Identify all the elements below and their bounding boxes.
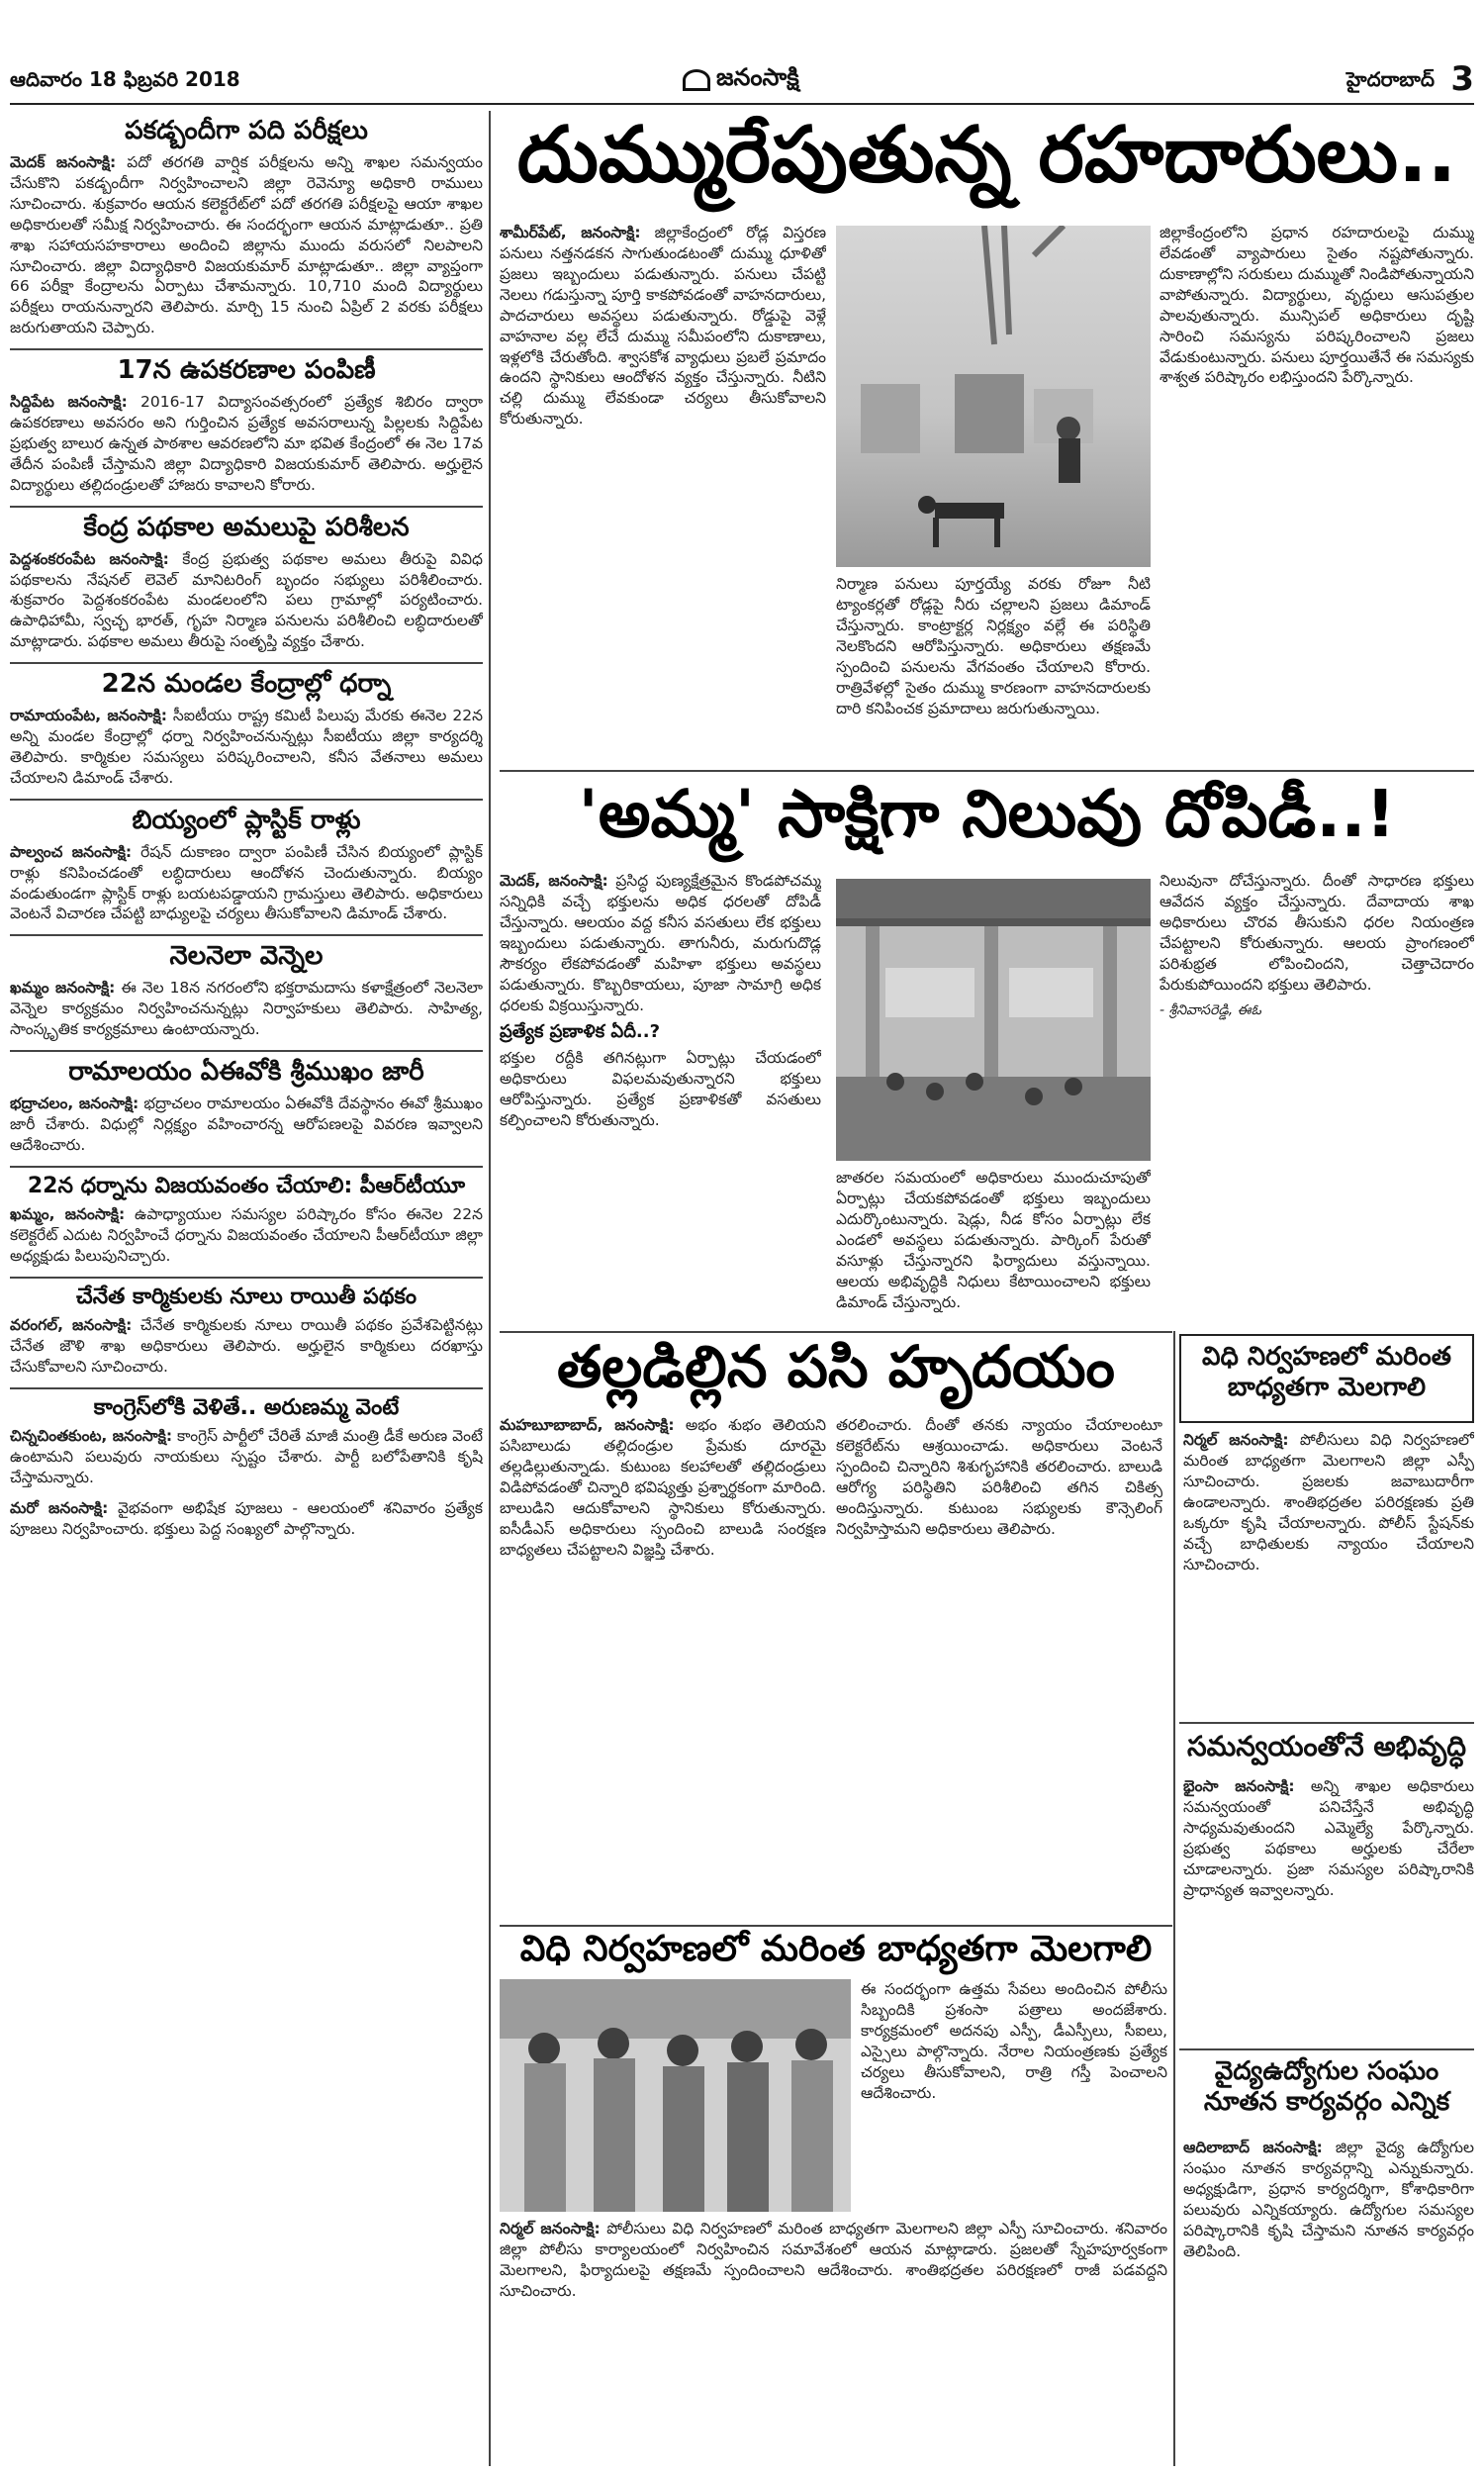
divider	[10, 934, 483, 936]
story-dateline: మహబూబాబాద్‌, జనంసాక్షి:	[500, 1416, 675, 1434]
story-temple-aeo	[10, 1058, 483, 1156]
logo-icon	[683, 69, 710, 91]
story-body	[10, 392, 483, 496]
story-text: పదో తరగతి వార్షిక పరీక్షలను అన్ని శాఖల సమన్వయం చేసుకొని పకడ్బందీగా నిర్వహించాలని జిల్లా రెవెన్యూ అధికారి రాములు సూచించారు. శుక్రవారం ఆయన కలెక్టరేట్‌లో పదో తరగతి పరీక్షలపై ఆయా శాఖల అధికారులతో సమీక్ష నిర్వహించారు. ఈ సందర్భంగా ఆయన మాట్లాడుతూ.. ప్రతి శాఖ సహాయసహకారాలు అందించి జిల్లాను ముందు వరుసలో నిలపాలని సూచించారు. జిల్లా విద్యాధికారి విజయకుమార్‌ మాట్లాడుతూ.. జిల్లా వ్యాప్తంగా 66 పరీక్షా కేంద్రాలను ఏర్పాటు చేశామన్నారు. 10,710 మంది విద్యార్థులు పరీక్షలు రాయనున్నారని తెలిపారు. మార్చి 15 నుంచి ఏప్రిల్‌ 2 వరకు పరీక్షలు జరుగుతాయని చెప్పారు.	[10, 152, 483, 337]
story-dateline: ఖమ్మం, జనంసాక్షి:	[10, 1204, 126, 1223]
right-story1-headline-box	[1179, 1334, 1474, 1423]
story-body	[10, 549, 483, 653]
lead-story-col3	[1159, 223, 1474, 762]
story-body	[10, 706, 483, 789]
story-text: రేషన్‌ దుకాణం ద్వారా పంపిణీ చేసిన బియ్యంలో ప్లాస్టిక్‌ రాళ్లు కనిపించడంతో లబ్ధిదారులు ఆందోళన చెందుతున్నారు. బియ్యం వండుతుండగా ప్లాస్టిక్‌ రాళ్లు బయటపడ్డాయని గ్రామస్తులు తెలిపారు. అధికారులు వెంటనే విచారణ చేపట్టి బాధ్యులపై చర్యలు తీసుకోవాలని డిమాండ్‌ చేశారు.	[10, 842, 483, 923]
story-dateline: భైంసా జనంసాక్షి:	[1183, 1777, 1295, 1795]
story-text: నిర్మాణ పనులు పూర్తయ్యే వరకు రోజూ నీటి ట్యాంకర్లతో రోడ్లపై నీరు చల్లాలని ప్రజలు డిమాండ్‌ చేస్తున్నారు. కాంట్రాక్టర్ల నిర్లక్ష్యం వల్లే ఈ పరిస్థితి నెలకొందని ఆరోపిస్తున్నారు. అధికారులు తక్షణమే స్పందించి పనులను వేగవంతం చేయాలని కోరారు. రాత్రివేళల్లో సైతం దుమ్ము కారణంగా వాహనదారులకు దారి కనిపించక ప్రమాదాలు జరుగుతున్నాయి.	[836, 575, 1151, 717]
divider	[10, 1277, 483, 1279]
third-story-col2	[836, 1415, 1162, 1920]
story-text: అన్ని శాఖల అధికారులు సమన్వయంతో పనిచేస్తేనే అభివృద్ధి సాధ్యమవుతుందని ఎమ్మెల్యే పేర్కొన్నారు. ప్రభుత్వ పథకాలు అర్హులకు చేరేలా చూడాలన్నారు. ప్రజా సమస్యల పరిష్కారానికి ప్రాధాన్యత ఇవ్వాలన్నారు.	[1183, 1777, 1474, 1899]
newspaper-logo	[683, 63, 799, 97]
left-column	[10, 111, 483, 2466]
story-dateline: భద్రాచలం, జనంసాక్షి:	[10, 1094, 139, 1112]
story-prtu	[10, 1174, 483, 1267]
story-text: జిల్లాకేంద్రంలో రోడ్ల విస్తరణ పనులు నత్తనడకన సాగుతుండటంతో దుమ్ము ధూళితో ప్రజలు ఇబ్బందులు పడుతున్నారు. పనులు చేపట్టి నెలలు గడుస్తున్నా పూర్తి కాకపోవడంతో వాహనదారులు, పాదచారులు అవస్థలు పడుతున్నారు. రోడ్డుపై వెళ్లే వాహనాల వల్ల లేచే దుమ్ము సమీపంలోని దుకాణాలు, ఇళ్లలోకి చేరుతోంది. శ్వాసకోశ వ్యాధులు ప్రబలే ప్రమాదం ఉందని స్థానికులు ఆందోళన వ్యక్తం చేస్తున్నారు. నీటిని చల్లి దుమ్ము లేవకుండా చర్యలు తీసుకోవాలని కోరుతున్నారు.	[500, 224, 826, 428]
temple-crowd-photo	[836, 879, 1151, 1161]
column-divider	[489, 111, 491, 2466]
divider	[10, 1387, 483, 1389]
second-story-col3	[1159, 871, 1474, 1326]
story-text: సీఐటీయు రాష్ట్ర కమిటీ పిలుపు మేరకు ఈనెల 22న అన్ని మండల కేంద్రాల్లో ధర్నా నిర్వహించనున్నట్లు సీఐటీయు జిల్లా కార్యదర్శి తెలిపారు. కార్మికుల సమస్యలు పరిష్కరించాలని, కనీస వేతనాలు అమలు చేయాలని డిమాండ్‌ చేశారు.	[10, 707, 483, 787]
story-body	[10, 978, 483, 1040]
story-body	[500, 871, 821, 1015]
story-dateline: మరో జనంసాక్షి:	[10, 1498, 109, 1517]
story-body	[1183, 1430, 1474, 1574]
story-text: వైభవంగా అభిషేక పూజలు - ఆలయంలో శనివారం ప్రత్యేక పూజలు నిర్వహించారు. భక్తులు పెద్ద సంఖ్యలో పాల్గొన్నారు.	[10, 1498, 483, 1538]
story-equipment	[10, 356, 483, 496]
police-meeting-photo	[500, 1979, 851, 2212]
story-headline: 17న ఉపకరణాల పంపిణీ	[117, 355, 376, 386]
third-story-col1	[500, 1415, 826, 1920]
section-divider	[500, 1925, 1172, 1927]
story-body	[10, 152, 483, 338]
story-moonlight	[10, 942, 483, 1040]
story-body	[10, 1498, 483, 1540]
story-text: నిలువునా దోచేస్తున్నారు. దీంతో సాధారణ భక్తులు ఆవేదన వ్యక్తం చేస్తున్నారు. దేవాదాయ శాఖ అధికారులు చొరవ తీసుకుని ధరల నియంత్రణ చేపట్టాలని కోరుతున్నారు. ఆలయ ప్రాంగణంలో పరిశుభ్రత లోపించిందని, చెత్తాచెదారం పేరుకుపోయిందని భక్తులు తెలిపారు.	[1159, 872, 1474, 994]
story-dateline: ఆదిలాబాద్‌ జనంసాక్షి:	[1183, 2139, 1323, 2156]
column-divider	[1173, 1331, 1175, 2466]
lead-headline: దుమ్మురేపుతున్న రహదారులు..	[516, 111, 1457, 200]
fourth-story-col-right	[861, 1979, 1167, 2212]
masthead	[10, 61, 1474, 105]
story-plastic-rice	[10, 807, 483, 925]
lead-story-col2	[836, 574, 1151, 762]
dusty-road-photo	[836, 226, 1151, 567]
story-headline: బియ్యంలో ప్లాస్టిక్‌ రాళ్లు	[132, 805, 361, 835]
story-body	[10, 1094, 483, 1156]
story-text: జిల్లా వైద్య ఉద్యోగుల సంఘం నూతన కార్యవర్గాన్ని ఎన్నుకున్నారు. అధ్యక్షుడిగా, ప్రధాన కార్యదర్శిగా, కోశాధికారిగా పలువురు ఎన్నికయ్యారు. ఉద్యోగుల సమస్యల పరిష్కారానికి కృషి చేస్తామని నూతన కార్యవర్గం తెలిపింది.	[1183, 2139, 1474, 2260]
story-headline: నెలనెలా వెన్నెల	[169, 941, 324, 972]
story-text: పోలీసులు విధి నిర్వహణలో మరింత బాధ్యతగా మెలగాలని జిల్లా ఎస్పీ సూచించారు. ప్రజలకు జవాబుదారీగా ఉండాలన్నారు. శాంతిభద్రతల పరిరక్షణకు ప్రతి ఒక్కరూ కృషి చేయాలన్నారు. పోలీస్‌ స్టేషన్‌కు వచ్చే బాధితులకు న్యాయం చేయాలని సూచించారు.	[1183, 1431, 1474, 1573]
temple-crowd-photo-illustration	[836, 879, 1151, 1161]
right-story1-body	[1183, 1430, 1474, 1717]
story-text: భద్రాచలం రామాలయం ఏఈవోకి దేవస్థానం ఈవో శ్రీముఖం జారీ చేశారు. విధుల్లో నిర్లక్ష్యం వహించారన్న ఆరోపణలపై వివరణ ఇవ్వాలని ఆదేశించారు.	[10, 1094, 483, 1154]
story-text: జాతరల సమయంలో అధికారులు ముందుచూపుతో ఏర్పాట్లు చేయకపోవడంతో భక్తులు ఇబ్బందులు ఎదుర్కొంటున్నారు. షెడ్లు, నీడ కోసం ఏర్పాట్లు లేక ఎండలో అవస్థలు పడుతున్నారు. పార్కింగ్‌ పేరుతో వసూళ్లు చేస్తున్నారని ఫిర్యాదులు వస్తున్నాయి. ఆలయ అభివృద్ధికి నిధులు కేటాయించాలని భక్తులు డిమాండ్‌ చేస్తున్నారు.	[836, 1169, 1151, 1311]
lead-story-col1	[500, 223, 826, 762]
third-headline: తల్లడిల్లిన పసి హృదయం	[557, 1333, 1115, 1400]
story-dateline: ఖమ్మం జనంసాక్షి:	[10, 979, 116, 998]
section-divider	[500, 770, 1474, 772]
story-text: భక్తుల రద్దీకి తగినట్లుగా ఏర్పాట్లు చేయడంలో అధికారులు విఫలమవుతున్నారని భక్తులు ఆరోపిస్తున్నారు. ప్రత్యేక ప్రణాళికతో వసతులు కల్పించాలని కోరుతున్నారు.	[500, 1049, 821, 1130]
story-dateline: నిర్మల్‌ జనంసాక్షి:	[500, 2220, 601, 2237]
story-text: పోలీసులు విధి నిర్వహణలో మరింత బాధ్యతగా మెలగాలని జిల్లా ఎస్పీ సూచించారు. శనివారం జిల్లా పోలీసు కార్యాలయంలో నిర్వహించిన సమావేశంలో ఆయన మాట్లాడారు. ప్రజలతో స్నేహపూర్వకంగా మెలగాలని, ఫిర్యాదులపై తక్షణమే స్పందించాలని ఆదేశించారు. శాంతిభద్రతల పరిరక్షణలో రాజీ పడవద్దని సూచించారు.	[500, 2220, 1167, 2300]
story-dharna	[10, 670, 483, 789]
story-body	[10, 1315, 483, 1378]
story-body	[500, 2219, 1167, 2302]
story-credit: - శ్రీనివాసరెడ్డి, ఈఓ	[1159, 1001, 1261, 1018]
story-dateline: సిద్దిపేట జనంసాక్షి:	[10, 393, 128, 412]
second-story-col2	[836, 1168, 1151, 1326]
divider	[10, 662, 483, 664]
divider	[10, 506, 483, 508]
story-dateline: పాల్వంచ జనంసాక్షి:	[10, 842, 133, 861]
story-body	[10, 842, 483, 925]
divider	[10, 799, 483, 801]
issue-date: ఆదివారం 18 ఫిబ్రవరి 2018	[10, 67, 240, 91]
story-handloom	[10, 1285, 483, 1378]
right-story3-body	[1183, 2138, 1474, 2464]
story-text: ఈ నెల 18న నగరంలోని భక్తరామదాసు కళాక్షేత్రంలో నెలనెలా వెన్నెల కార్యక్రమం నిర్వహించనున్నట్లు నిర్వాహకులు తెలిపారు. సాహిత్య, సాంస్కృతిక కార్యక్రమాలు ఉంటాయన్నారు.	[10, 979, 483, 1039]
logo-text: జనంసాక్షి	[716, 63, 799, 91]
divider	[10, 1166, 483, 1168]
story-headline: 22న ధర్నాను విజయవంతం చేయాలి: పీఆర్‌టీయూ	[27, 1173, 466, 1198]
story-dateline: పెద్దశంకరంపేట జనంసాక్షి:	[10, 549, 169, 568]
story-headline: పకడ్బందీగా పది పరీక్షలు	[125, 116, 368, 145]
section-divider	[1179, 2048, 1474, 2050]
story-text: కాంగ్రెస్‌ పార్టీలో చేరితే మాజీ మంత్రి డీకే అరుణ వెంటే ఉంటామని పలువురు నాయకులు స్పష్టం చేశారు. పార్టీ బలోపేతానికి కృషి చేస్తామన్నారు.	[10, 1427, 483, 1486]
story-dateline: మెదక్‌ జనంసాక్షి:	[10, 152, 117, 171]
section-divider	[1179, 1722, 1474, 1724]
story-body	[500, 223, 826, 429]
story-headline: రామాలయం ఏఈవోకి శ్రీముఖం జారీ	[68, 1057, 424, 1087]
police-meeting-photo-illustration	[500, 1979, 851, 2212]
story-headline: కాంగ్రెస్‌లోకి వెళితే.. అరుణమ్మ వెంటే	[93, 1394, 400, 1420]
story-dateline: మెదక్‌, జనంసాక్షి:	[500, 872, 608, 890]
story-congress	[10, 1395, 483, 1488]
fourth-headline: విధి నిర్వహణలో మరింత బాధ్యతగా మెలగాలి	[519, 1929, 1153, 1969]
story-text: ఈ సందర్భంగా ఉత్తమ సేవలు అందించిన పోలీసు సిబ్బందికి ప్రశంసా పత్రాలు అందజేశారు. కార్యక్రమంలో అదనపు ఎస్పీ, డీఎస్పీలు, సీఐలు, ఎస్సైలు పాల్గొన్నారు. నేరాల నియంత్రణకు ప్రత్యేక చర్యలు తీసుకోవాలని, రాత్రి గస్తీ పెంచాలని ఆదేశించారు.	[861, 1980, 1167, 2102]
page-number: 3	[1450, 59, 1474, 99]
right-story2-body	[1183, 1776, 1474, 2044]
story-headline: చేనేత కార్మికులకు నూలు రాయితీ పథకం	[76, 1284, 417, 1309]
edition-city: హైదరాబాద్	[1345, 67, 1435, 91]
story-headline: 22న మండల కేంద్రాల్లో ధర్నా	[101, 669, 392, 700]
divider	[10, 348, 483, 350]
story-text: ఉపాధ్యాయుల సమస్యల పరిష్కారం కోసం ఈనెల 22న కలెక్టరేట్‌ ఎదుట నిర్వహించే ధర్నాను విజయవంతం చేయాలని పీఆర్‌టీయూ జిల్లా అధ్యక్షుడు పిలుపునిచ్చారు.	[10, 1204, 483, 1265]
divider	[10, 1050, 483, 1052]
story-headline: కేంద్ర పథకాల అమలుపై పరిశీలన	[83, 512, 410, 542]
right-story1-headline: విధి నిర్వహణలో మరింత బాధ్యతగా మెలగాలి	[1202, 1342, 1451, 1403]
story-dateline: చిన్నచింతకుంట, జనంసాక్షి:	[10, 1427, 173, 1446]
dusty-road-photo-illustration	[836, 226, 1151, 567]
story-text: కేంద్ర ప్రభుత్వ పథకాల అమలు తీరుపై వివిధ పథకాలను నేషనల్‌ లెవెల్‌ మానిటరింగ్‌ బృందం సభ్యులు పరిశీలించారు. శుక్రవారం పెద్దశంకరంపేట మండలంలోని పలు గ్రామాల్లో పర్యటించారు. ఉపాధిహామీ, స్వచ్ఛ భారత్‌, గృహ నిర్మాణ పనులను పరిశీలించి లబ్ధిదారులతో మాట్లాడారు. పథకాల అమలు తీరుపై సంతృప్తి వ్యక్తం చేశారు.	[10, 549, 483, 651]
story-text: చేనేత కార్మికులకు నూలు రాయితీ పథకం ప్రవేశపెట్టినట్లు చేనేత జౌళి శాఖ అధికారులు తెలిపారు. అర్హులైన కార్మికులు దరఖాస్తు చేసుకోవాలని సూచించారు.	[10, 1316, 483, 1376]
story-text: తరలించారు. దీంతో తనకు న్యాయం చేయాలంటూ కలెక్టరేట్‌ను ఆశ్రయించాడు. అధికారులు వెంటనే స్పందించి చిన్నారిని శిశుగృహానికి తరలించారు. బాలుడి ఆరోగ్య పరిస్థితిని పరిశీలించి తగిన చికిత్స అందిస్తున్నారు. కుటుంబ సభ్యులకు కౌన్సెలింగ్‌ నిర్వహిస్తామని అధికారులు తెలిపారు.	[836, 1416, 1162, 1538]
story-body	[500, 1415, 826, 1560]
story-text: జిల్లాకేంద్రంలోని ప్రధాన రహదారులపై దుమ్ము లేవడంతో వ్యాపారులు సైతం నష్టపోతున్నారు. దుకాణాల్లోని సరుకులు దుమ్ముతో నిండిపోతున్నాయని వాపోతున్నారు. విద్యార్థులు, వృద్ధులు ఆసుపత్రుల పాలవుతున్నారు. మున్సిపల్‌ అధికారులు దృష్టి సారించి సమస్యను పరిష్కరించాలని ప్రజలు వేడుకుంటున్నారు. పనులు పూర్తయితేనే ఈ సమస్యకు శాశ్వత పరిష్కారం లభిస్తుందని పేర్కొన్నారు.	[1159, 224, 1474, 387]
story-ten-exams	[10, 117, 483, 338]
story-central-schemes	[10, 514, 483, 653]
story-body	[10, 1426, 483, 1488]
story-dateline: నిర్మల్‌ జనంసాక్షి:	[1183, 1431, 1289, 1449]
story-body	[10, 1204, 483, 1267]
story-dateline: వరంగల్‌, జనంసాక్షి:	[10, 1316, 133, 1335]
right-story3-headline: వైద్యఉద్యోగుల సంఘం నూతన కార్యవర్గం ఎన్నిక	[1203, 2056, 1450, 2118]
story-pooja	[10, 1498, 483, 1540]
right-story2-headline: సమన్వయంతోనే అభివృద్ధి	[1187, 1730, 1466, 1762]
story-text: ప్రసిద్ధ పుణ్యక్షేత్రమైన కొండపోచమ్మ సన్నిధికి వచ్చే భక్తులను అధిక ధరలతో దోపిడీ చేస్తున్నారు. ఆలయం వద్ద కనీస వసతులు లేక భక్తులు ఇబ్బందులు పడుతున్నారు. తాగునీరు, మరుగుదొడ్ల సౌకర్యం లేకపోవడంతో మహిళా భక్తులు అవస్థలు పడుతున్నారు. కొబ్బరికాయలు, పూజా సామాగ్రి అధిక ధరలకు విక్రయిస్తున్నారు.	[500, 872, 821, 1014]
second-story-col1	[500, 871, 821, 1326]
story-text: అభం శుభం తెలియని పసిబాలుడు తల్లిదండ్రుల ప్రేమకు దూరమై తల్లడిల్లుతున్నాడు. కుటుంబ కలహాలతో తల్లిదండ్రులు విడిపోవడంతో చిన్నారి భవిష్యత్తు ప్రశ్నార్థకంగా మారింది. బాలుడిని ఆదుకోవాలని స్థానికులు కోరుతున్నారు. ఐసీడీఎస్‌ అధికారులు స్పందించి బాలుడి సంరక్షణ బాధ్యతలు చేపట్టాలని విజ్ఞప్తి చేశారు.	[500, 1416, 826, 1559]
story-subhead: ప్రత్యేక ప్రణాళిక ఏదీ..?	[500, 1021, 661, 1043]
fourth-story-col	[500, 2219, 1167, 2466]
second-headline: 'అమ్మ' సాక్షిగా నిలువు దోపిడీ..!	[578, 776, 1396, 852]
story-dateline: శామీర్‌పేట్‌, జనంసాక్షి:	[500, 224, 641, 241]
story-body	[1183, 1776, 1474, 1901]
story-body	[1183, 2138, 1474, 2262]
story-dateline: రామాయంపేట, జనంసాక్షి:	[10, 707, 167, 725]
story-text: 2016-17 విద్యాసంవత్సరంలో ప్రత్యేక శిబిరం ద్వారా ఉపకరణాలు అవసరం అని గుర్తించిన ప్రత్యేక అవసరాలున్న పిల్లలకు సిద్దిపేట ప్రభుత్వ బాలుర ఉన్నత పాఠశాల ఆవరణలోని మా భవిత కేంద్రంలో ఈ నెల 17వ తేదీన పంపిణీ చేస్తామని జిల్లా విద్యాధికారి విజయకుమార్‌ తెలిపారు. అర్హులైన విద్యార్థులు తల్లిదండ్రులతో హాజరు కావాలని కోరారు.	[10, 393, 483, 494]
